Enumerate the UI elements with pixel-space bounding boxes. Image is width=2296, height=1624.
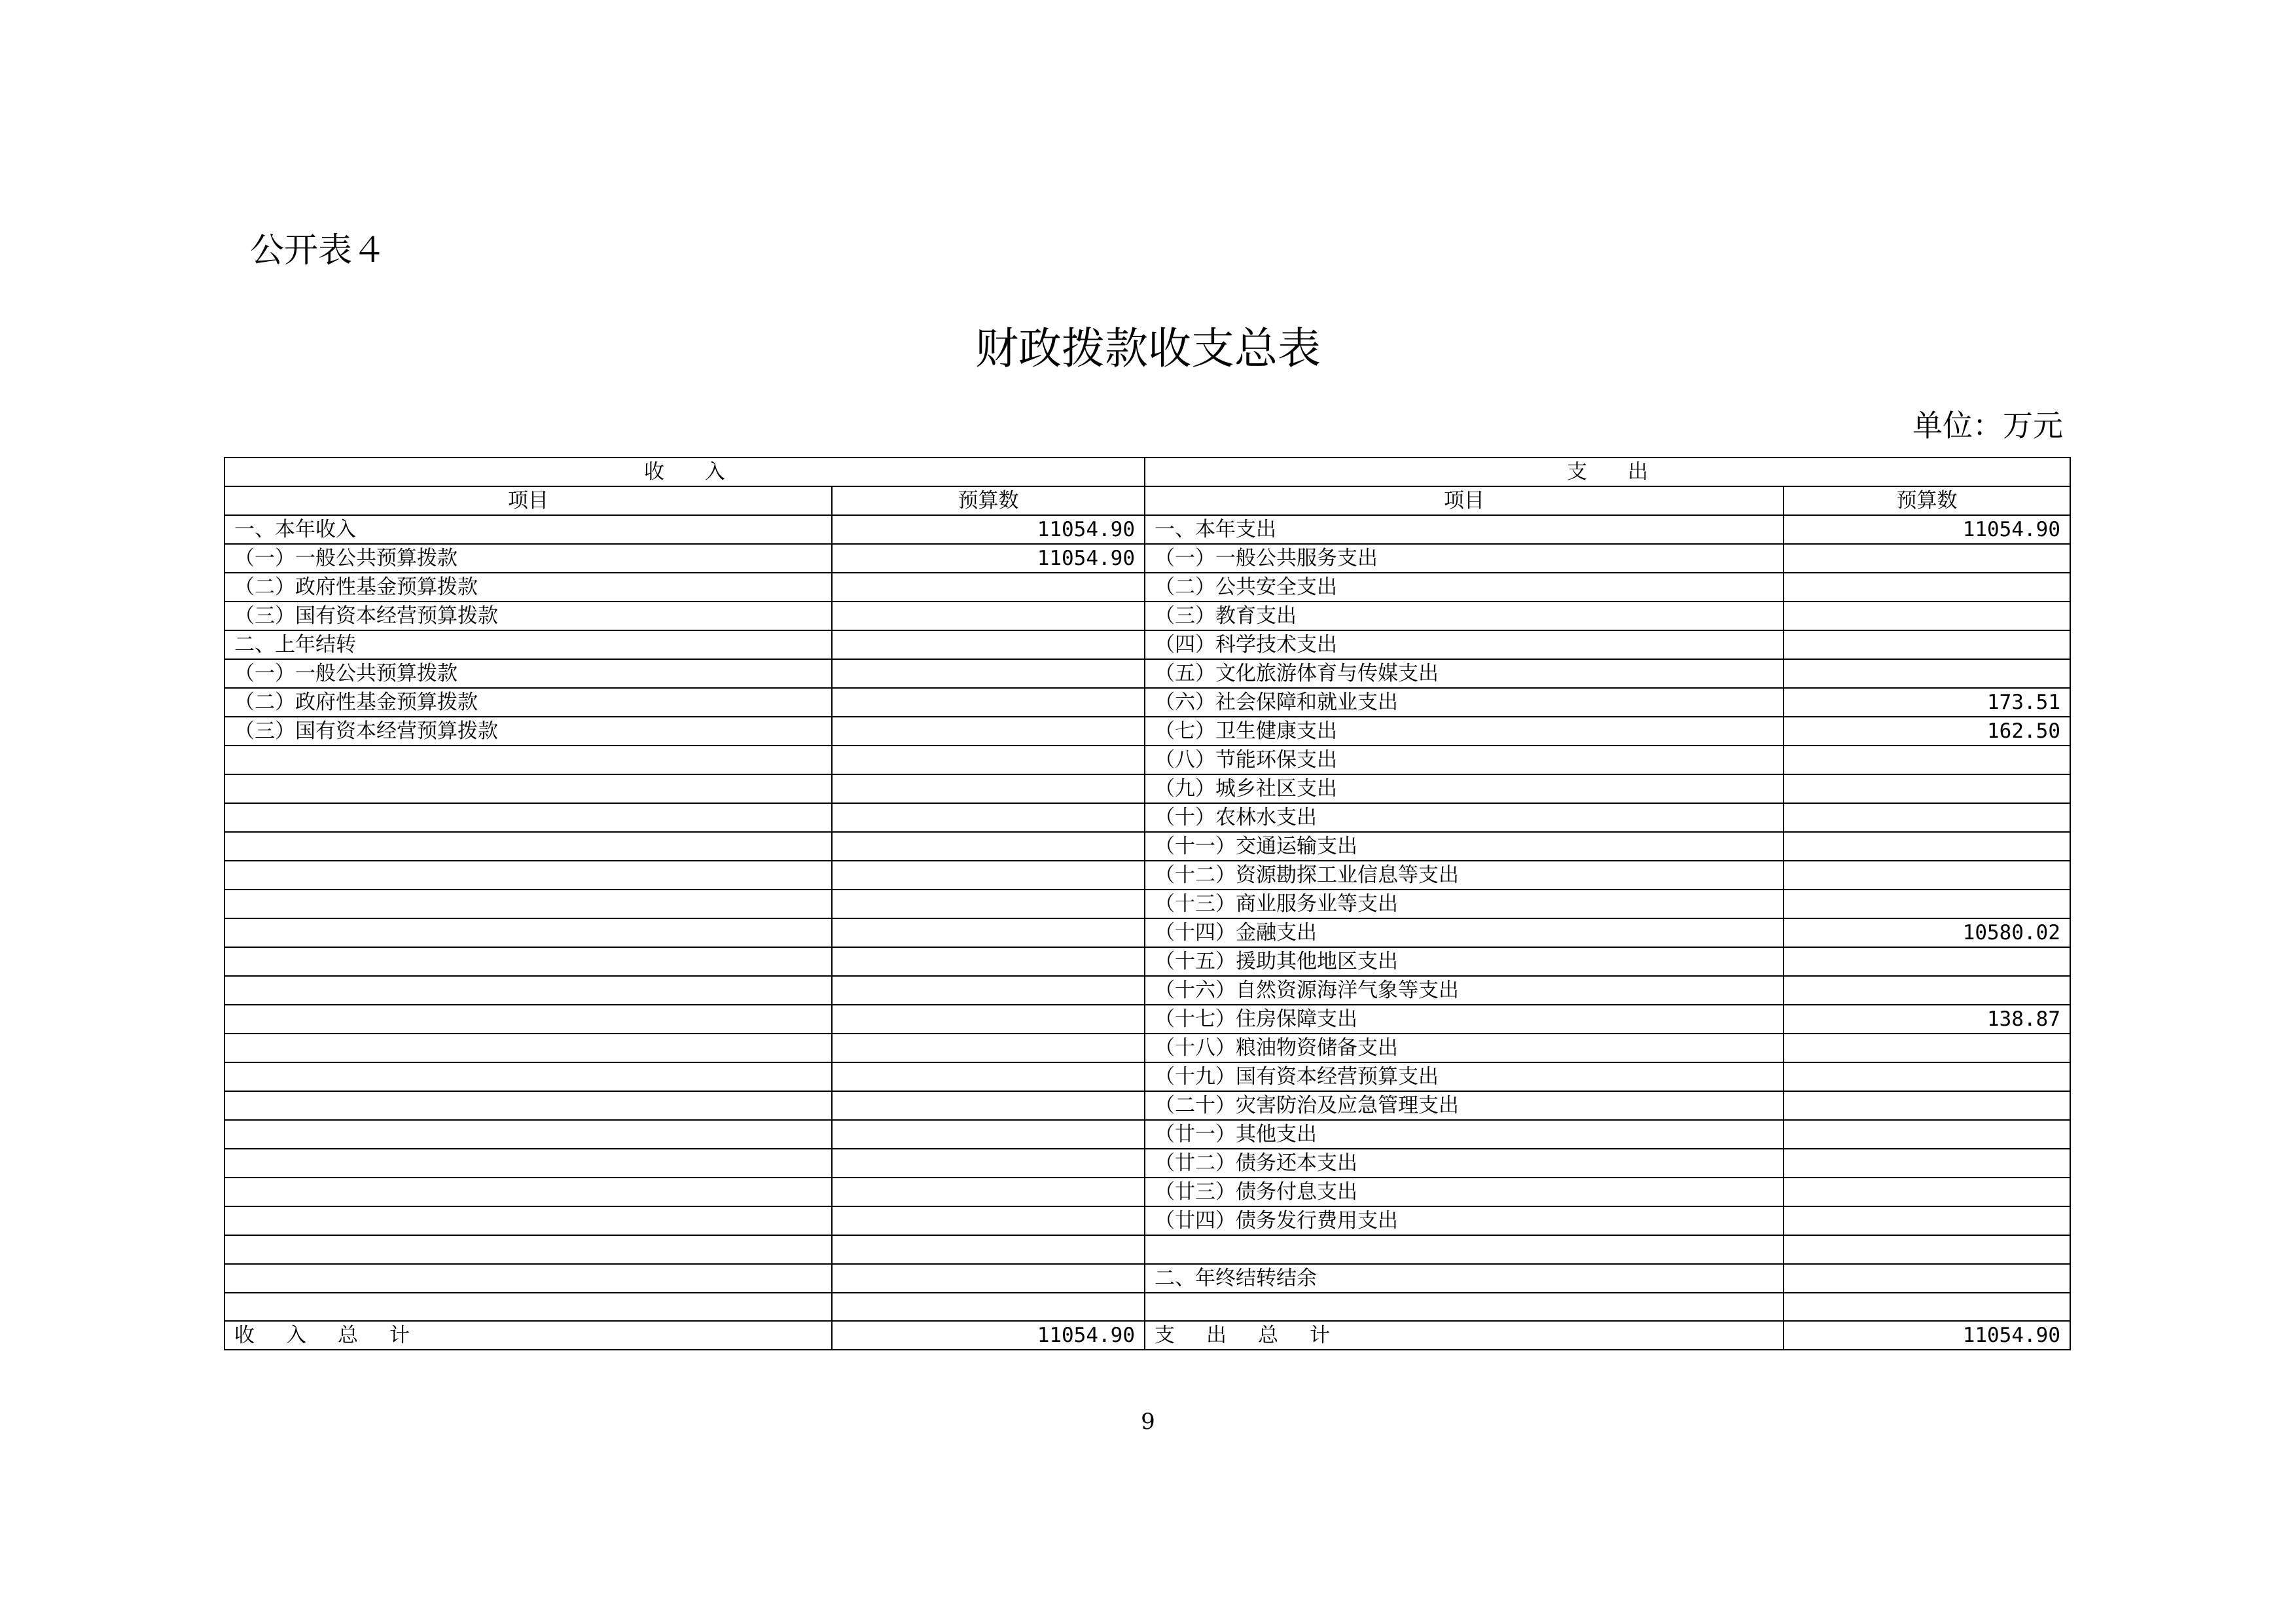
expense-amount-cell xyxy=(1784,1264,2070,1293)
expense-amount-cell: 162.50 xyxy=(1784,717,2070,746)
income-item-cell xyxy=(224,1293,832,1322)
income-item-cell: （三）国有资本经营预算拨款 xyxy=(224,602,832,630)
table-row xyxy=(224,1062,2070,1091)
table-row xyxy=(224,861,2070,890)
expense-item-cell: （十九）国有资本经营预算支出 xyxy=(1145,1062,1784,1091)
expense-item-cell: （三）教育支出 xyxy=(1145,602,1784,630)
income-item-cell: （一）一般公共预算拨款 xyxy=(224,659,832,688)
table-row xyxy=(224,803,2070,832)
income-amount-cell xyxy=(832,602,1145,630)
income-item-cell: （二）政府性基金预算拨款 xyxy=(224,573,832,602)
income-item-cell: （三）国有资本经营预算拨款 xyxy=(224,717,832,746)
income-header: 收 入 xyxy=(224,458,1145,486)
income-amount-cell: 11054.90 xyxy=(832,544,1145,573)
income-amount-cell xyxy=(832,630,1145,659)
income-total-amount: 11054.90 xyxy=(832,1321,1145,1350)
table-row xyxy=(224,774,2070,803)
expense-item-cell: 二、年终结转结余 xyxy=(1145,1264,1784,1293)
table-row xyxy=(224,1235,2070,1264)
income-amount-cell xyxy=(832,1091,1145,1120)
table-row xyxy=(224,630,2070,659)
table-row xyxy=(224,1264,2070,1293)
expense-amount-cell xyxy=(1784,1293,2070,1322)
income-item-cell xyxy=(224,890,832,918)
expense-item-cell: （十八）粮油物资储备支出 xyxy=(1145,1034,1784,1062)
expense-total-label: 支出总计 xyxy=(1145,1321,1784,1350)
income-amount-cell xyxy=(832,832,1145,861)
expense-amount-cell: 11054.90 xyxy=(1784,515,2070,544)
income-amount-cell: 11054.90 xyxy=(832,515,1145,544)
income-item-cell: 一、本年收入 xyxy=(224,515,832,544)
income-amount-cell xyxy=(832,746,1145,774)
income-item-cell xyxy=(224,1264,832,1293)
income-item-cell xyxy=(224,976,832,1005)
table-row xyxy=(224,1206,2070,1235)
expense-amount-cell xyxy=(1784,746,2070,774)
unit-label: 单位：万元 xyxy=(1912,408,2063,443)
income-item-cell xyxy=(224,1178,832,1206)
table-row xyxy=(224,890,2070,918)
expense-amount-cell xyxy=(1784,1034,2070,1062)
expense-amount-column-header: 预算数 xyxy=(1784,486,2070,515)
income-amount-column-header: 预算数 xyxy=(832,486,1145,515)
income-item-cell: 二、上年结转 xyxy=(224,630,832,659)
income-item-cell: （一）一般公共预算拨款 xyxy=(224,544,832,573)
expense-amount-cell xyxy=(1784,861,2070,890)
expense-item-cell: （十六）自然资源海洋气象等支出 xyxy=(1145,976,1784,1005)
expense-amount-cell: 138.87 xyxy=(1784,1005,2070,1034)
income-amount-cell xyxy=(832,1120,1145,1149)
table-row xyxy=(224,1091,2070,1120)
income-amount-cell xyxy=(832,1235,1145,1264)
table-row xyxy=(224,1120,2070,1149)
expense-amount-cell xyxy=(1784,1206,2070,1235)
expense-amount-cell xyxy=(1784,1178,2070,1206)
expense-item-cell: （十四）金融支出 xyxy=(1145,918,1784,947)
expense-item-cell: （十二）资源勘探工业信息等支出 xyxy=(1145,861,1784,890)
expense-amount-cell xyxy=(1784,803,2070,832)
table-row xyxy=(224,1178,2070,1206)
income-item-cell: （二）政府性基金预算拨款 xyxy=(224,688,832,717)
expense-item-column-header: 项目 xyxy=(1145,486,1784,515)
income-amount-cell xyxy=(832,717,1145,746)
income-item-cell xyxy=(224,1005,832,1034)
income-item-cell xyxy=(224,803,832,832)
income-amount-cell xyxy=(832,1206,1145,1235)
income-amount-cell xyxy=(832,573,1145,602)
income-amount-cell xyxy=(832,947,1145,976)
table-row xyxy=(224,544,2070,573)
expense-amount-cell xyxy=(1784,1120,2070,1149)
expense-item-cell: 一、本年支出 xyxy=(1145,515,1784,544)
expense-item-cell: （廿三）债务付息支出 xyxy=(1145,1178,1784,1206)
income-amount-cell xyxy=(832,1293,1145,1322)
expense-amount-cell xyxy=(1784,573,2070,602)
income-item-cell xyxy=(224,861,832,890)
income-item-cell xyxy=(224,1206,832,1235)
income-item-cell xyxy=(224,1149,832,1178)
table-row xyxy=(224,746,2070,774)
expense-amount-cell xyxy=(1784,1149,2070,1178)
income-item-cell xyxy=(224,746,832,774)
expense-amount-cell xyxy=(1784,774,2070,803)
income-item-column-header: 项目 xyxy=(224,486,832,515)
expense-item-cell: （廿一）其他支出 xyxy=(1145,1120,1784,1149)
income-item-cell xyxy=(224,1034,832,1062)
income-amount-cell xyxy=(832,1149,1145,1178)
expense-item-cell: （五）文化旅游体育与传媒支出 xyxy=(1145,659,1784,688)
income-amount-cell xyxy=(832,1062,1145,1091)
page-label: 公开表４ xyxy=(250,231,387,270)
table-row xyxy=(224,918,2070,947)
table-row xyxy=(224,1293,2070,1322)
page-title: 财政拨款收支总表 xyxy=(975,323,1321,374)
expense-amount-cell xyxy=(1784,1062,2070,1091)
group-header-row xyxy=(224,458,2070,486)
income-item-cell xyxy=(224,832,832,861)
table-row xyxy=(224,832,2070,861)
income-total-label: 收入总计 xyxy=(224,1321,832,1350)
expense-amount-cell xyxy=(1784,602,2070,630)
expense-amount-cell xyxy=(1784,832,2070,861)
table-row xyxy=(224,717,2070,746)
expense-item-cell xyxy=(1145,1293,1784,1322)
expense-item-cell: （二十）灾害防治及应急管理支出 xyxy=(1145,1091,1784,1120)
income-amount-cell xyxy=(832,1178,1145,1206)
expense-item-cell: （八）节能环保支出 xyxy=(1145,746,1784,774)
income-amount-cell xyxy=(832,774,1145,803)
income-amount-cell xyxy=(832,861,1145,890)
expense-item-cell: （十三）商业服务业等支出 xyxy=(1145,890,1784,918)
table-row xyxy=(224,573,2070,602)
table-row xyxy=(224,947,2070,976)
income-amount-cell xyxy=(832,659,1145,688)
table-row xyxy=(224,1034,2070,1062)
table-row xyxy=(224,1005,2070,1034)
table-row xyxy=(224,1149,2070,1178)
expense-item-cell: （二）公共安全支出 xyxy=(1145,573,1784,602)
income-item-cell xyxy=(224,1120,832,1149)
expense-item-cell: （一）一般公共服务支出 xyxy=(1145,544,1784,573)
expense-item-cell: （十一）交通运输支出 xyxy=(1145,832,1784,861)
income-amount-cell xyxy=(832,803,1145,832)
income-item-cell xyxy=(224,918,832,947)
table-row xyxy=(224,659,2070,688)
budget-table xyxy=(224,457,2071,1350)
expense-item-cell: （廿四）债务发行费用支出 xyxy=(1145,1206,1784,1235)
expense-amount-cell xyxy=(1784,1235,2070,1264)
expense-item-cell: （十）农林水支出 xyxy=(1145,803,1784,832)
income-amount-cell xyxy=(832,1264,1145,1293)
expense-amount-cell xyxy=(1784,544,2070,573)
expense-header: 支 出 xyxy=(1145,458,2070,486)
income-amount-cell xyxy=(832,890,1145,918)
expense-total-amount: 11054.90 xyxy=(1784,1321,2070,1350)
expense-amount-cell xyxy=(1784,947,2070,976)
table-row xyxy=(224,688,2070,717)
expense-item-cell: （四）科学技术支出 xyxy=(1145,630,1784,659)
income-amount-cell xyxy=(832,918,1145,947)
totals-row xyxy=(224,1321,2070,1350)
page-number: 9 xyxy=(1141,1409,1155,1435)
income-amount-cell xyxy=(832,688,1145,717)
column-header-row xyxy=(224,486,2070,515)
income-amount-cell xyxy=(832,1005,1145,1034)
expense-item-cell: （十七）住房保障支出 xyxy=(1145,1005,1784,1034)
expense-amount-cell: 10580.02 xyxy=(1784,918,2070,947)
expense-item-cell: （六）社会保障和就业支出 xyxy=(1145,688,1784,717)
income-item-cell xyxy=(224,774,832,803)
table-row xyxy=(224,515,2070,544)
income-amount-cell xyxy=(832,976,1145,1005)
table-row xyxy=(224,976,2070,1005)
income-item-cell xyxy=(224,1062,832,1091)
income-item-cell xyxy=(224,1091,832,1120)
table-row xyxy=(224,602,2070,630)
expense-item-cell: （十五）援助其他地区支出 xyxy=(1145,947,1784,976)
expense-item-cell: （七）卫生健康支出 xyxy=(1145,717,1784,746)
income-item-cell xyxy=(224,1235,832,1264)
income-item-cell xyxy=(224,947,832,976)
income-amount-cell xyxy=(832,1034,1145,1062)
expense-item-cell: （廿二）债务还本支出 xyxy=(1145,1149,1784,1178)
expense-item-cell: （九）城乡社区支出 xyxy=(1145,774,1784,803)
expense-amount-cell xyxy=(1784,659,2070,688)
expense-amount-cell: 173.51 xyxy=(1784,688,2070,717)
expense-item-cell xyxy=(1145,1235,1784,1264)
expense-amount-cell xyxy=(1784,1091,2070,1120)
expense-amount-cell xyxy=(1784,976,2070,1005)
expense-amount-cell xyxy=(1784,630,2070,659)
expense-amount-cell xyxy=(1784,890,2070,918)
